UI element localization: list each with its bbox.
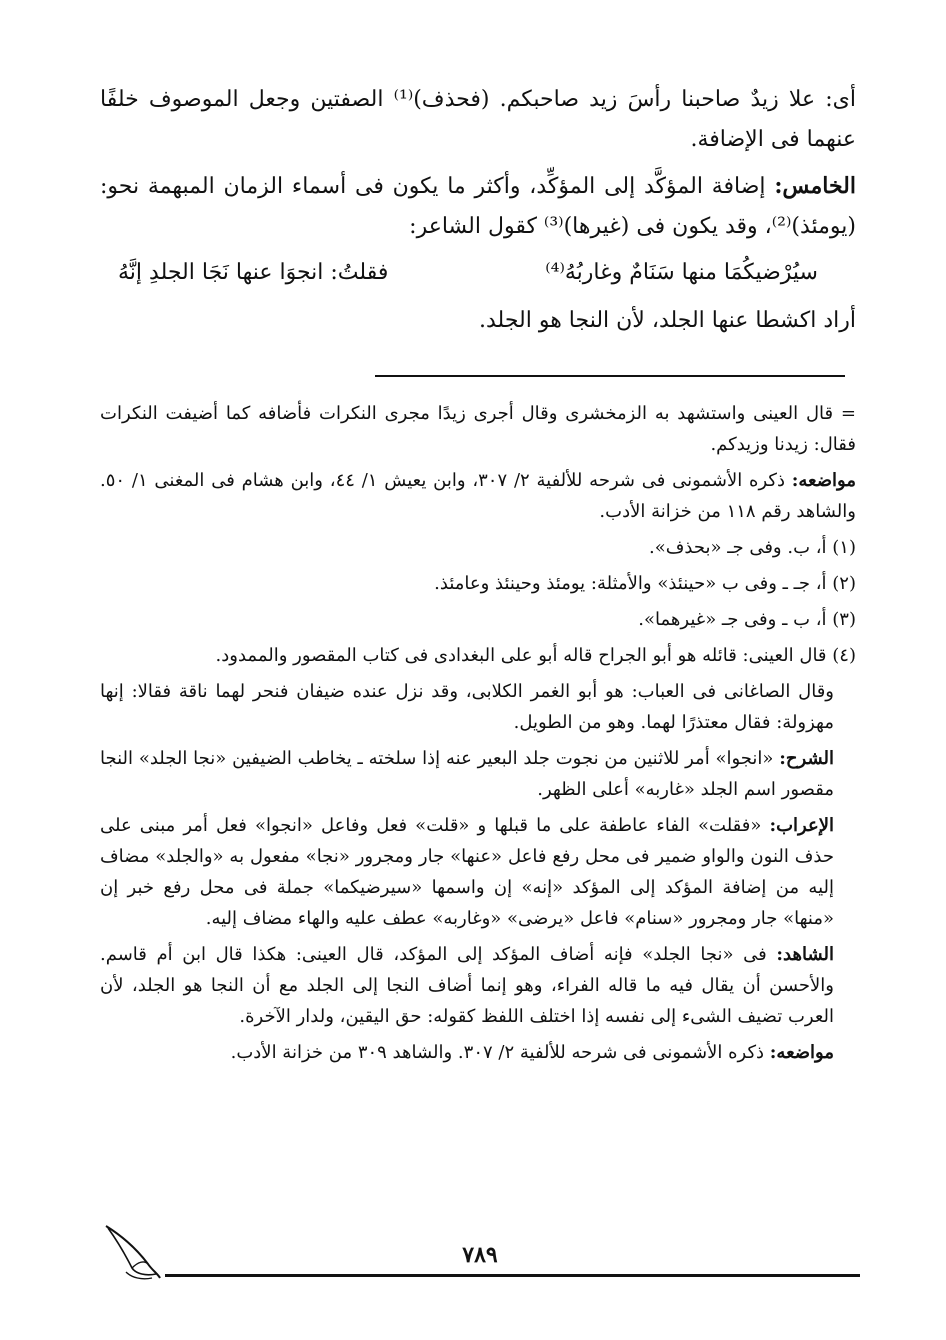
irab-label: الإعراب: <box>769 815 834 836</box>
sources-text: ذكره الأشمونى فى شرحه للألفية ٢/ ٣٠٧، وابن يعيش ١/ ٤٤، وابن هشام فى المغنى ١/ ٥٠. والشاهد رقم ١١٨ من خزانة الأدب. <box>100 470 856 522</box>
footnote-shahid <box>100 939 856 1032</box>
main-text <box>100 80 856 347</box>
footnote-4-cont: وقال الصاغانى فى العباب: هو أبو الغمر الكلابى، وقد نزل عنده ضيفان فنحر لهما ناقة فقالا: إنها مهزولة: فقال معتذرًا لهما. وهو من الطويل. <box>100 681 834 733</box>
main-para2 <box>100 166 856 247</box>
verse-first-hemistich: فقلتُ: انجوَا عنها نَجَا الجلدِ إنَّهُ <box>118 260 389 285</box>
irab-text: «فقلت» الفاء عاطفة على ما قبلها و «قلت» فعل وفاعل «انجوا» فعل أمر مبنى على حذف النون والواو ضمير فى محل رفع فاعل «عنها» جار ومجرور «نجا» مفعول به «والجلد» مضاف إليه من إضافة المؤكد إلى المؤكد «إنه» إن واسمها «سيرضيكما» جملة فى محل رفع خبر إن «منها» جار ومجرور «سنام» فاعل «يرضى» «وغاربه» عطف عليه والهاء مضاف إليه. <box>100 815 834 929</box>
note-continuation: = قال العينى واستشهد به الزمخشرى وقال أجرى زيدًا مجرى النكرات فأضافه كما أضيفت النكرات فقال: زيدنا وزيدكم. <box>100 403 856 455</box>
quill-pen-icon <box>102 1222 164 1282</box>
verse-second-hemistich: سيُرْضيكُمَا منها سَنَامٌ وغاربُهُ⁽⁴⁾ <box>545 260 818 285</box>
footnotes <box>100 398 856 1073</box>
footnote-4: (٤) قال العينى: قائله هو أبو الجراح قاله أبو على البغدادى فى كتاب المقصور والممدود. <box>215 645 856 666</box>
sharh-label: الشرح: <box>779 748 834 769</box>
footnote-mawadi <box>100 1037 856 1068</box>
footnote-1: (١) أ، ب. وفى جـ «بحذف». <box>649 537 856 558</box>
mawadi-text: ذكره الأشمونى فى شرحه للألفية ٢/ ٣٠٧. والشاهد ٣٠٩ من خزانة الأدب. <box>230 1042 770 1063</box>
footer-rule <box>165 1274 860 1277</box>
footnote-2: (٢) أ، جـ ـ وفى ب «حينئذ» والأمثلة: يومئذ وحينئذ وعامئذ. <box>434 573 856 594</box>
shahid-text: فى «نجا الجلد» فإنه أضاف المؤكد إلى المؤكد، قال العينى: هكذا قال ابن أم قاسم. والأحسن أن يقال فيه ما قاله الفراء، وهو إنما أضاف النجا إلى الجلد مع أن النجا هو الجلد، لأن العرب تضيف الشىء إلى نفسه إذا اختلف اللفظ كقوله: حق اليقين، ولدار الآخرة. <box>100 944 834 1027</box>
para2-label: الخامس: <box>774 173 856 199</box>
footnote-3: (٣) أ، ب ـ وفى جـ «غيرهما». <box>638 609 856 630</box>
shahid-label: الشاهد: <box>776 944 834 965</box>
mawadi-label: مواضعه: <box>769 1042 834 1063</box>
note-sources <box>100 465 856 527</box>
poetry-verse <box>100 253 856 293</box>
main-last-line: أراد اكشطا عنها الجلد، لأن النجا هو الجلد. <box>479 308 856 333</box>
sharh-text: «انجوا» أمر للاثنين من نجوت جلد البعير عنه إذا سلخته ـ يخاطب الضيفين «نجا الجلد» النجا مقصور اسم الجلد «غاربه» أعلى الظهر. <box>100 748 834 800</box>
sources-label: مواضعه: <box>791 470 856 491</box>
footnote-irab <box>100 810 856 934</box>
footnote-separator <box>375 375 845 377</box>
footnote-sharh <box>100 743 856 805</box>
para2-text: إضافة المؤكَّد إلى المؤكِّد، وأكثر ما يكون فى أسماء الزمان المبهمة نحو: (يومئذ)⁽²⁾، وقد يكون فى (غيرها)⁽³⁾ كقول الشاعر: <box>100 174 856 239</box>
main-line1: أى: علا زيدٌ صاحبنا رأسَ زيد صاحبكم. (فحذف)⁽¹⁾ الصفتين وجعل الموصوف خلفًا عنهما فى الإضافة. <box>100 87 856 152</box>
page-number: ٧٨٩ <box>462 1242 498 1268</box>
